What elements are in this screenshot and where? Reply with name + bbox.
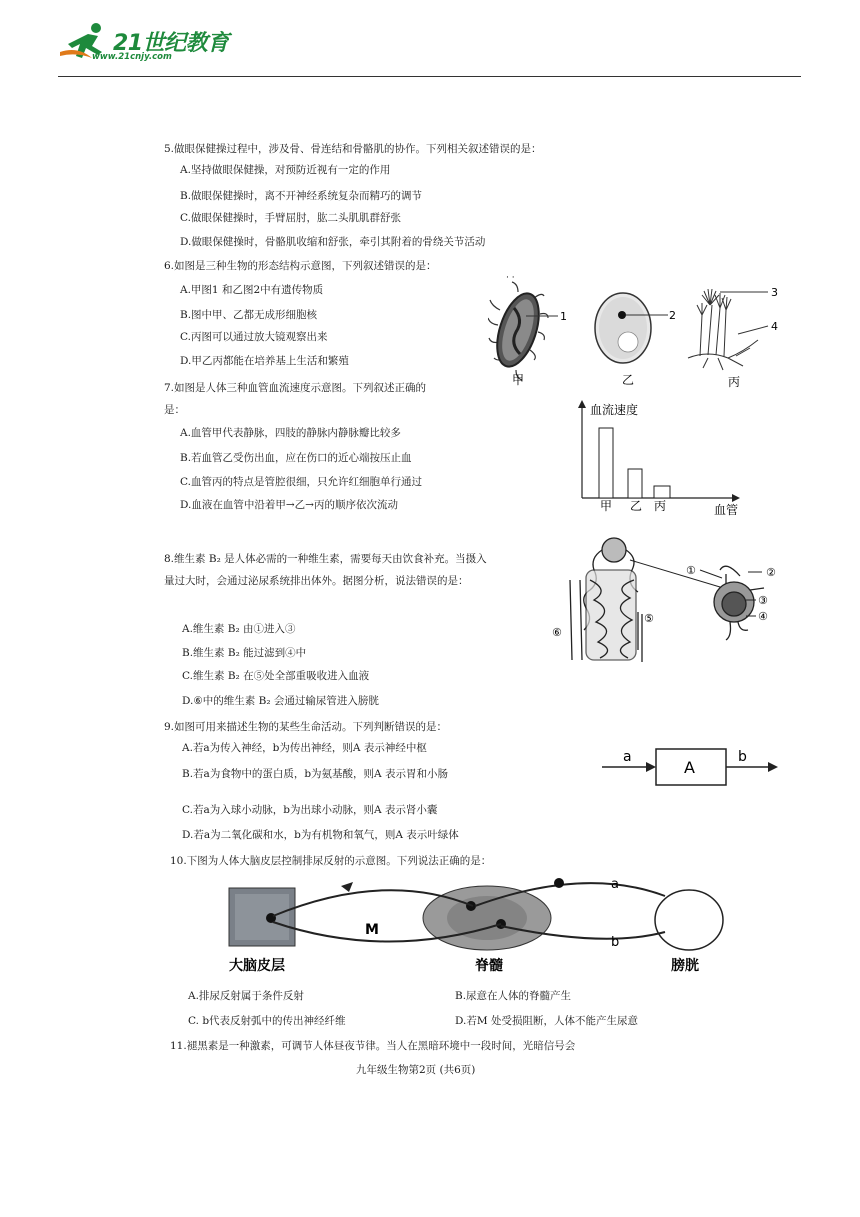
header-divider bbox=[58, 76, 801, 77]
y-axis-label: 血流速度 bbox=[590, 403, 639, 417]
x-axis-arrow bbox=[732, 494, 740, 502]
page-footer: 九年级生物第2页 (共6页) bbox=[356, 1064, 476, 1076]
q10-reflex-figure bbox=[225, 870, 730, 974]
q8-option-b: B.维生素 B₂ 能过滤到④中 bbox=[182, 647, 307, 659]
q10-label-m: M bbox=[365, 922, 379, 938]
bar-yi bbox=[628, 469, 642, 498]
q8-label-6: ⑥ bbox=[552, 626, 562, 639]
q10-label-bladder: 膀胱 bbox=[671, 958, 699, 974]
q6-marks: · · bbox=[506, 273, 515, 283]
q6-label-yi: 乙 bbox=[622, 373, 635, 387]
q9-option-c: C.若a为入球小动脉，b为出球小动脉，则A 表示肾小囊 bbox=[182, 804, 438, 816]
mold-illustration bbox=[688, 289, 768, 370]
q8-label-3: ③ bbox=[758, 594, 768, 607]
q7-option-a: A.血管甲代表静脉，四肢的静脉内静脉瓣比较多 bbox=[180, 427, 401, 439]
q10-label-b: b bbox=[611, 935, 620, 950]
q8-nephron-figure bbox=[550, 530, 800, 675]
q8-label-1: ① bbox=[686, 564, 696, 577]
q10-stem: 10.下图为人体大脑皮层控制排尿反射的示意图。下列说法正确的是： bbox=[170, 855, 492, 867]
q9-option-b: B.若a为食物中的蛋白质，b为氨基酸，则A 表示胃和小肠 bbox=[182, 768, 448, 780]
logo-url: www.21cnjy.com bbox=[92, 52, 172, 62]
q7-option-b: B.若血管乙受伤出血，应在伤口的近心端按压止血 bbox=[180, 452, 412, 464]
q6-figure bbox=[488, 270, 788, 395]
q5-option-d: D.做眼保健操时，骨骼肌收缩和舒张，牵引其附着的骨绕关节活动 bbox=[180, 236, 486, 248]
bar-jia bbox=[599, 428, 613, 498]
q7-stem-line1: 7.如图是人体三种血管血流速度示意图。下列叙述正确的 bbox=[164, 382, 427, 394]
y-axis-arrow bbox=[578, 400, 586, 408]
q6-number-2: 2 bbox=[669, 309, 676, 322]
q9-box-label: A bbox=[684, 758, 695, 777]
q8-label-2: ② bbox=[766, 566, 776, 579]
q8-stem-line1: 8.维生素 B₂ 是人体必需的一种维生素，需要每天由饮食补充。当摄入 bbox=[164, 553, 487, 565]
q8-option-c: C.维生素 B₂ 在⑤处全部重吸收进入血液 bbox=[182, 670, 370, 682]
q10-label-a: a bbox=[611, 877, 619, 892]
q7-bar-chart bbox=[566, 398, 756, 520]
afferent-neuron bbox=[554, 878, 564, 888]
bladder bbox=[655, 890, 723, 950]
q8-option-a: A.维生素 B₂ 由①进入③ bbox=[182, 623, 296, 635]
x-tick-jia: 甲 bbox=[600, 499, 613, 513]
q6-number-1: 1 bbox=[560, 310, 567, 323]
site-logo bbox=[58, 20, 238, 68]
q10-option-b: B.尿意在人体的脊髓产生 bbox=[455, 990, 572, 1002]
q6-option-a: A.甲图1 和乙图2中有遗传物质 bbox=[180, 284, 324, 296]
q10-option-a: A.排尿反射属于条件反射 bbox=[188, 990, 304, 1002]
q8-label-5: ⑤ bbox=[644, 612, 654, 625]
q6-label-bing: 丙 bbox=[728, 375, 741, 389]
q9-label-b: b bbox=[738, 749, 747, 765]
q6-option-d: D.甲乙丙都能在培养基上生活和繁殖 bbox=[180, 355, 349, 367]
q6-stem: 6.如图是三种生物的形态结构示意图，下列叙述错误的是： bbox=[164, 260, 437, 272]
arrow-a-head bbox=[646, 762, 656, 772]
x-tick-bing: 丙 bbox=[654, 499, 667, 513]
q10-option-d: D.若M 处受损阻断，人体不能产生尿意 bbox=[455, 1015, 638, 1027]
q11-stem: 11.褪黑素是一种激素，可调节人体昼夜节律。当人在黑暗环境中一段时间，光暗信号会 bbox=[170, 1040, 576, 1052]
q8-option-d: D.⑥中的维生素 B₂ 会通过输尿管进入膀胱 bbox=[182, 695, 379, 707]
bacterium-illustration bbox=[488, 282, 558, 380]
bar-bing bbox=[654, 486, 670, 498]
q6-option-b: B.图中甲、乙都无成形细胞核 bbox=[180, 309, 318, 321]
ascending-arrow bbox=[341, 882, 353, 892]
q9-flow-figure bbox=[598, 745, 783, 790]
q6-number-4: 4 bbox=[771, 320, 778, 333]
q10-label-spine: 脊髓 bbox=[475, 958, 503, 974]
brain-texture bbox=[235, 894, 289, 940]
q5-option-c: C.做眼保健操时，手臂屈肘，肱二头肌肌群舒张 bbox=[180, 212, 401, 224]
q7-option-d: D.血液在血管中沿着甲→乙→丙的顺序依次流动 bbox=[180, 499, 398, 511]
q5-option-a: A.坚持做眼保健操，对预防近视有一定的作用 bbox=[180, 164, 391, 176]
q6-label-jia: 甲 bbox=[512, 373, 525, 387]
q9-option-a: A.若a为传入神经，b为传出神经，则A 表示神经中枢 bbox=[182, 742, 427, 754]
q10-option-c: C. b代表反射弧中的传出神经纤维 bbox=[188, 1015, 346, 1027]
q9-stem: 9.如图可用来描述生物的某些生命活动。下列判断错误的是： bbox=[164, 721, 448, 733]
q8-stem-line2: 量过大时，会通过泌尿系统排出体外。据图分析，说法错误的是： bbox=[164, 575, 469, 587]
q9-option-d: D.若a为二氧化碳和水，b为有机物和氧气，则A 表示叶绿体 bbox=[182, 829, 459, 841]
q7-option-c: C.血管丙的特点是管腔很细，只允许红细胞单行通过 bbox=[180, 476, 422, 488]
nephron-illustration bbox=[570, 538, 764, 662]
q6-option-c: C.丙图可以通过放大镜观察出来 bbox=[180, 331, 328, 343]
q8-label-4: ④ bbox=[758, 610, 768, 623]
arrow-b-head bbox=[768, 762, 778, 772]
q5-option-b: B.做眼保健操时，离不开神经系统复杂而精巧的调节 bbox=[180, 190, 423, 202]
x-axis-label: 血管 bbox=[714, 503, 739, 517]
q9-label-a: a bbox=[623, 749, 632, 765]
yeast-illustration bbox=[595, 293, 668, 363]
q7-stem-line2: 是： bbox=[164, 404, 185, 416]
q6-number-3: 3 bbox=[771, 286, 778, 299]
x-tick-yi: 乙 bbox=[630, 499, 643, 513]
q10-label-brain: 大脑皮层 bbox=[229, 958, 285, 974]
logo-text: 21世纪教育 bbox=[113, 31, 229, 56]
q5-stem: 5.做眼保健操过程中，涉及骨、骨连结和骨骼肌的协作。下列相关叙述错误的是： bbox=[164, 143, 542, 155]
